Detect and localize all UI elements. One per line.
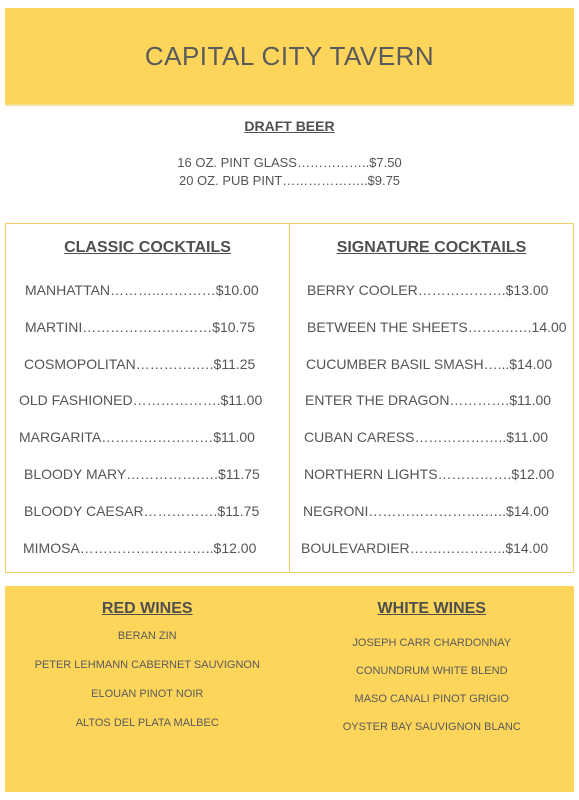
wine-item: OYSTER BAY SAUVIGNON BLANC xyxy=(342,721,521,733)
menu-item: MARTINI……………….………$10.75 xyxy=(25,318,256,335)
white-wines-column xyxy=(290,586,575,792)
menu-item: MIMOSA………………………..$12.00 xyxy=(23,539,257,556)
menu-item: NORTHERN LIGHTS…………….$12.00 xyxy=(304,465,555,482)
wine-item: BERAN ZIN xyxy=(117,630,177,642)
menu-item: BETWEEN THE SHEETS……….….14.00 xyxy=(307,318,567,335)
wine-item: MASO CANALI PINOT GRIGIO xyxy=(354,693,509,705)
draft-beer-heading: DRAFT BEER xyxy=(244,118,335,134)
menu-item: BOULEVARDIER…….…………..$14.00 xyxy=(301,539,549,556)
menu-item: OLD FASHIONED……………….$11.00 xyxy=(19,392,263,409)
red-wines-column xyxy=(5,586,290,792)
wines-section xyxy=(5,586,574,792)
red-wines-heading: RED WINES xyxy=(101,600,193,617)
signature-cocktails-heading: SIGNATURE COCKTAILS xyxy=(336,239,527,256)
classic-cocktails-column xyxy=(6,224,289,572)
menu-item: CUCUMBER BASIL SMASH…...$14.00 xyxy=(306,355,553,372)
wine-item: ELOUAN PINOT NOIR xyxy=(91,688,204,700)
white-wines-heading: WHITE WINES xyxy=(377,600,486,617)
menu-item: CUBAN CARESS………………..$11.00 xyxy=(304,429,549,446)
page-title: CAPITAL CITY TAVERN xyxy=(144,40,435,71)
classic-cocktails-list xyxy=(6,272,289,566)
signature-cocktails-column xyxy=(289,224,573,572)
wine-item: PETER LEHMANN CABERNET SAUVIGNON xyxy=(34,659,260,671)
menu-item: NEGRONI…………………….…..$14.00 xyxy=(303,502,549,519)
menu-item: ENTER THE DRAGON………….$11.00 xyxy=(305,392,552,409)
menu-item: BLOODY CAESAR…………….$11.75 xyxy=(24,502,260,519)
cocktails-section xyxy=(5,223,574,573)
menu-item: 20 OZ. PUB PINT………………..$9.75 xyxy=(178,173,401,188)
header-banner xyxy=(5,8,574,106)
menu-item: BLOODY MARY…………….….$11.75 xyxy=(24,465,260,482)
menu-item: BERRY COOLER……………….$13.00 xyxy=(307,282,549,298)
draft-beer-section xyxy=(5,118,574,190)
signature-cocktails-list xyxy=(290,272,573,566)
wine-item: CONUNDRUM WHITE BLEND xyxy=(355,665,508,677)
menu-item: MANHATTAN………..…………$10.00 xyxy=(25,282,259,298)
classic-cocktails-heading: CLASSIC COCKTAILS xyxy=(64,239,231,256)
menu-item: MARGARITA……………………$11.00 xyxy=(19,429,255,446)
menu-item: COSMOPOLITAN………….….$11.25 xyxy=(24,355,256,372)
wine-item: ALTOS DEL PLATA MALBEC xyxy=(75,717,219,729)
menu-item: 16 OZ. PINT GLASS……………..$7.50 xyxy=(177,155,402,170)
wine-item: JOSEPH CARR CHARDONNAY xyxy=(352,637,512,649)
